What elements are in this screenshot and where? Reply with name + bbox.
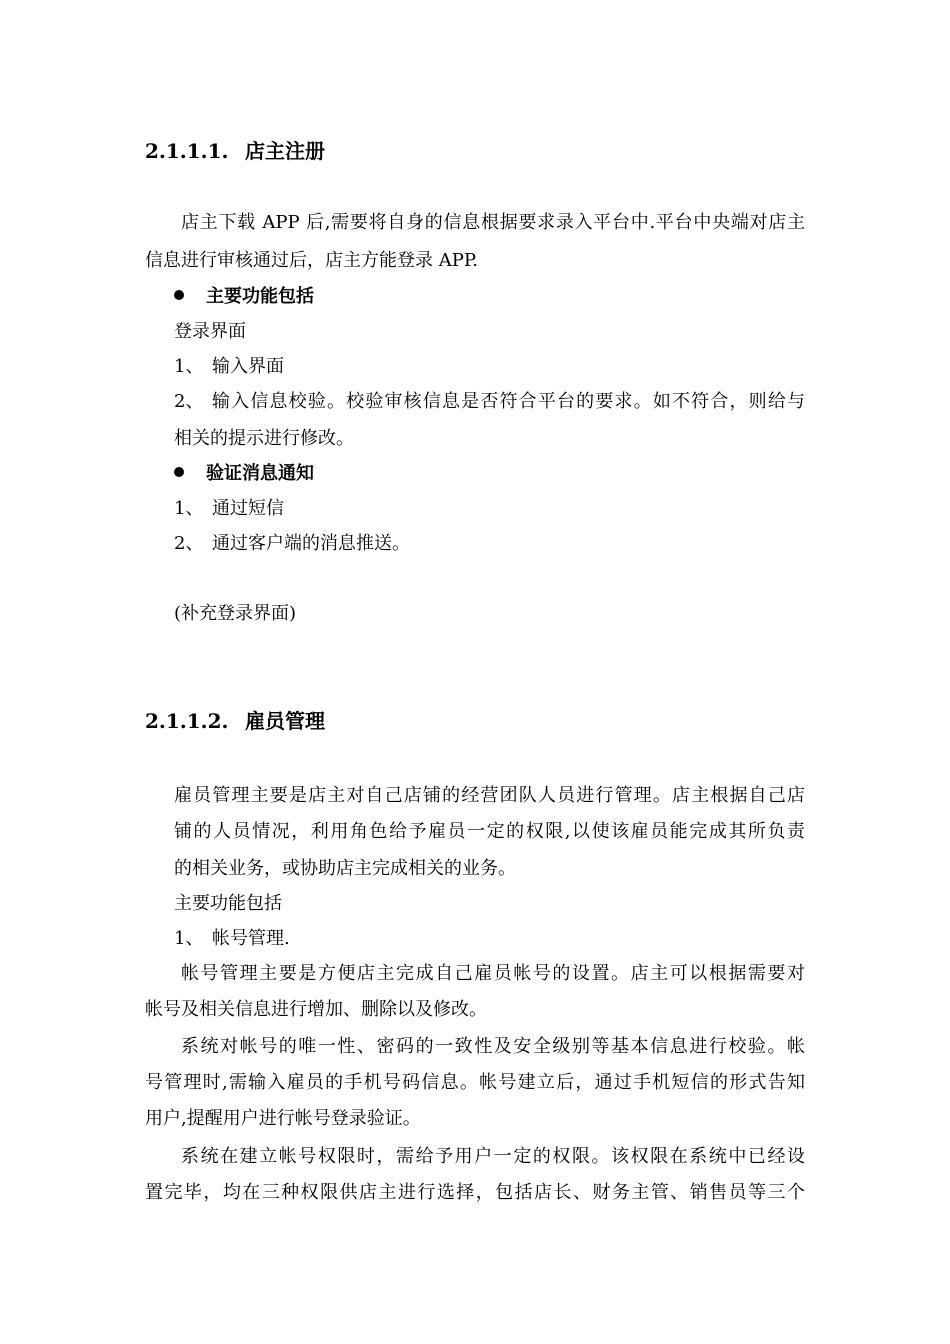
section-title: 店主注册: [245, 139, 325, 163]
bullet-text: 验证消息通知: [206, 463, 314, 484]
list-item: [174, 355, 284, 379]
section-number: 2.1.1.1.: [145, 139, 229, 163]
paragraph-line: 系统对帐号的唯一性、密码的一致性及安全级别等基本信息进行校验。帐: [181, 1036, 805, 1057]
bullet-item: [174, 285, 314, 309]
bullet-item: [174, 462, 314, 486]
list-item: [174, 497, 284, 521]
paragraph-line: 用户,提醒用户进行帐号登录验证。: [145, 1108, 421, 1129]
list-text: 通过短信: [212, 498, 284, 519]
paragraph-line: 置完毕，均在三种权限供店主进行选择，包括店长、财务主管、销售员等三个: [145, 1182, 805, 1203]
list-text: 相关的提示进行修改。: [174, 428, 354, 449]
section-title: 雇员管理: [245, 709, 325, 733]
intro-line: 铺的人员情况，利用角色给予雇员一定的权限,以使该雇员能完成其所负责: [174, 821, 805, 842]
intro-line: 的相关业务，或协助店主完成相关的业务。: [174, 858, 516, 879]
paragraph-line: 系统在建立帐号权限时，需给予用户一定的权限。该权限在系统中已经设: [181, 1146, 805, 1167]
paragraph-line: 号管理时,需输入雇员的手机号码信息。帐号建立后，通过手机短信的形式告知: [145, 1072, 805, 1093]
section-heading-2-1-1-1: [145, 138, 325, 164]
paragraph-line: 帐号及相关信息进行增加、删除以及修改。: [145, 999, 487, 1020]
list-text: 帐号管理.: [212, 928, 290, 949]
list-number: 1、: [174, 498, 204, 519]
list-number: 2、: [174, 391, 204, 412]
bullet-text: 主要功能包括: [206, 286, 314, 307]
paragraph-line: 帐号管理主要是方便店主完成自己雇员帐号的设置。店主可以根据需要对: [181, 963, 805, 984]
list-item: [174, 390, 212, 414]
list-number: 2、: [174, 533, 204, 554]
paragraph-text: 主要功能包括: [174, 893, 282, 914]
paragraph-text: 登录界面: [174, 321, 246, 342]
list-item: [174, 927, 290, 951]
intro-line: 信息进行审核通过后，店主方能登录 APP.: [145, 250, 479, 271]
list-text: 输入界面: [212, 356, 284, 377]
intro-line: 店主下载 APP 后,需要将自身的信息根据要求录入平台中.平台中央端对店主: [181, 212, 805, 233]
list-text: 通过客户端的消息推送。: [212, 533, 410, 554]
bullet-icon: [174, 290, 184, 300]
note-text: (补充登录界面): [174, 603, 297, 624]
list-number: 1、: [174, 356, 204, 377]
list-number: 1、: [174, 928, 204, 949]
section-heading-2-1-1-2: [145, 708, 325, 734]
section-number: 2.1.1.2.: [145, 709, 229, 733]
intro-line: 雇员管理主要是店主对自己店铺的经营团队人员进行管理。店主根据自己店: [174, 785, 805, 806]
bullet-icon: [174, 467, 184, 477]
list-text: 输入信息校验。校验审核信息是否符合平台的要求。如不符合，则给与: [212, 391, 805, 412]
list-item: [174, 532, 410, 556]
